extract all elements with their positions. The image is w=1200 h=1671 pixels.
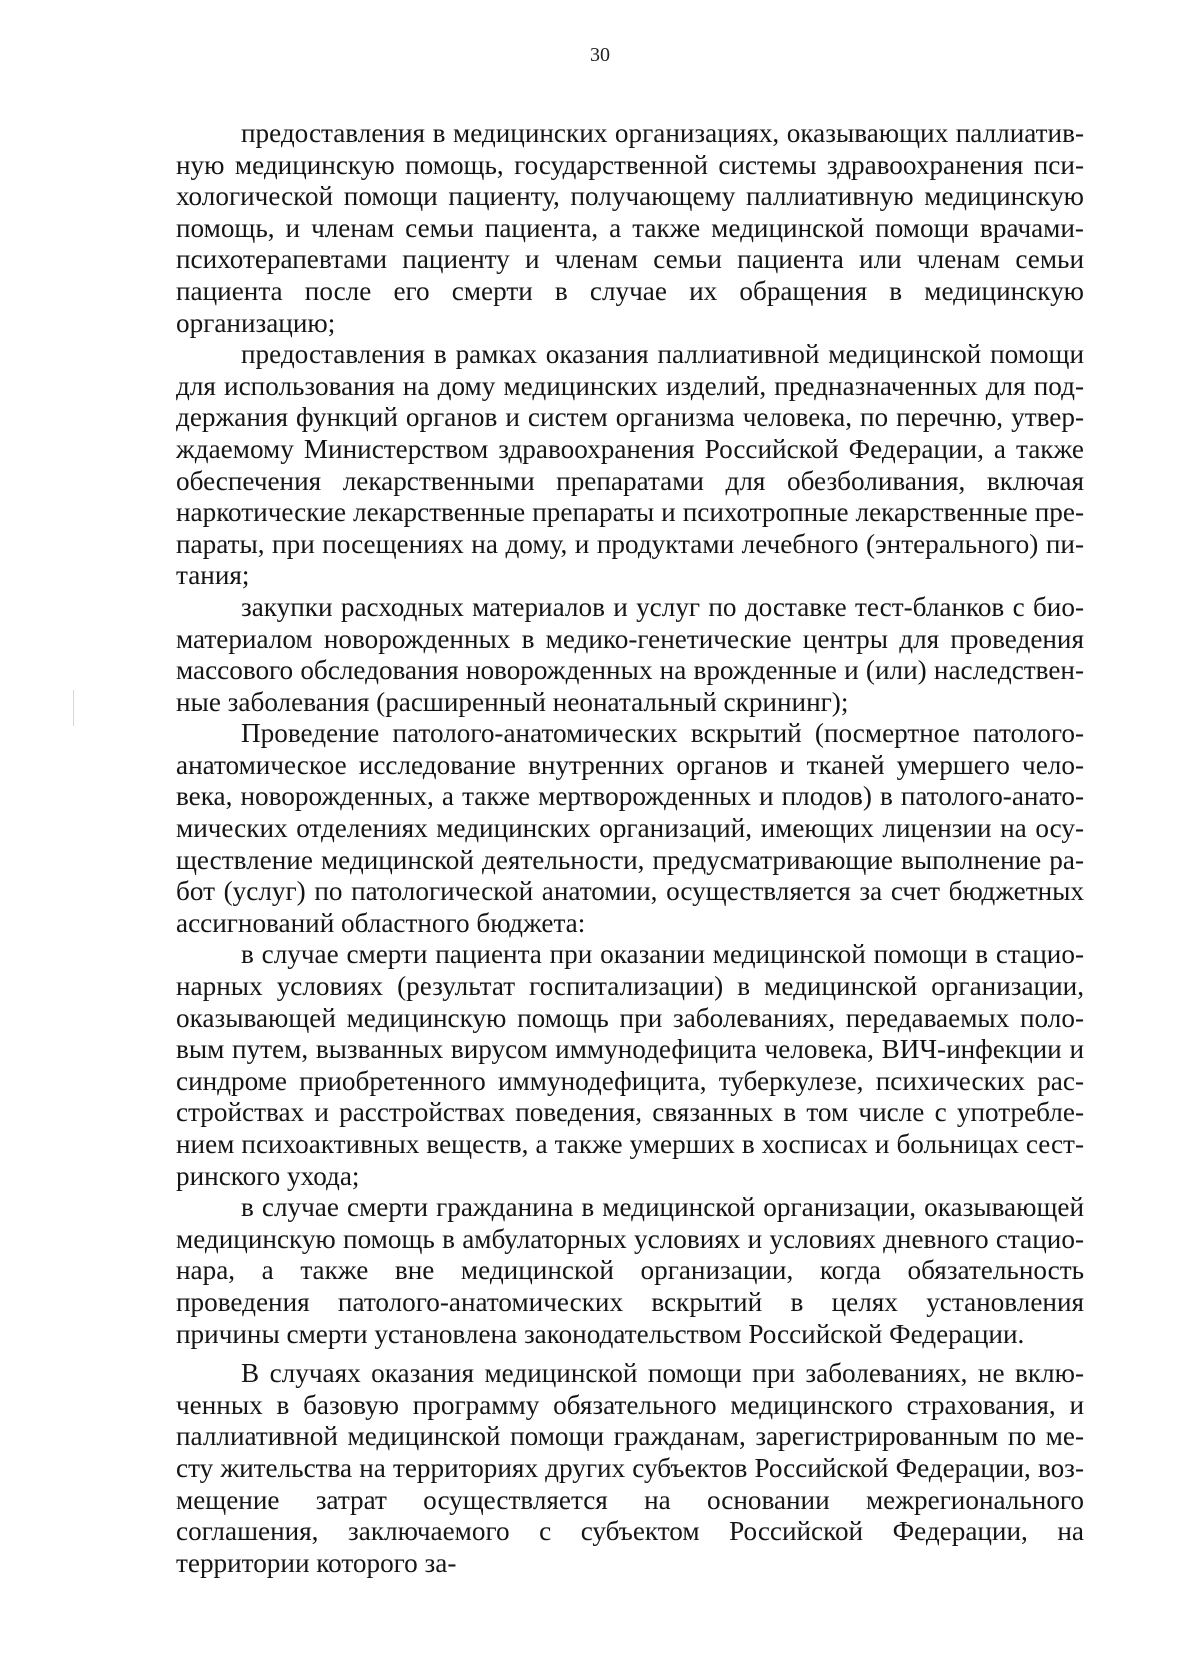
- paragraph-interregional-reimbursement: В случаях оказания медицинской помощи при заболеваниях, не включенных в базовую программу обязательного медицинского страхования, и паллиативной медицинской помощи гражданам, зарегистрированным по месту жительства на территориях других субъектов Российской Федерации, возмещение затрат осуществляется на основании межрегионального соглашения, заключаемого с субъектом Российской Федерации, на территории которого за-: [176, 1358, 1084, 1578]
- page-number: 30: [590, 44, 610, 66]
- paragraph-psychological-help: предоставления в медицинских организациях, оказывающих паллиативную медицинскую помощь, государственной системы здравоохранения психологической помощи пациенту, получающему паллиативную медицинскую помощь, и членам семьи пациента, а также медицинской помощи врачами-психотерапевтами пациенту и членам семьи пациента или членам семьи пациента после его смерти в случае их обращения в медицинскую организацию;: [176, 118, 1084, 338]
- document-body: [176, 118, 1084, 1579]
- paragraph-autopsies: Проведение патолого-анатомических вскрытий (посмертное патолого-анатомическое исследование внутренних органов и тканей умершего человека, новорожденных, а также мертворожденных и плодов) в патолого-анатомических отделениях медицинских организаций, имеющих лицензии на осуществление медицинской деятельности, предусматривающие выполнение работ (услуг) по патологической анатомии, осуществляется за счет бюджетных ассигнований областного бюджета:: [176, 718, 1084, 938]
- paragraph-outpatient-death: в случае смерти гражданина в медицинской организации, оказывающей медицинскую помощь в амбулаторных условиях и условиях дневного стационара, а также вне медицинской организации, когда обязательность проведения патолого-анатомических вскрытий в целях установления причины смерти установлена законодательством Российской Федерации.: [176, 1192, 1084, 1349]
- paragraph-inpatient-death: в случае смерти пациента при оказании медицинской помощи в стационарных условиях (результат госпитализации) в медицинской организации, оказывающей медицинскую помощь при заболеваниях, передаваемых половым путем, вызванных вирусом иммунодефицита человека, ВИЧ-инфекции и синдроме приобретенного иммунодефицита, туберкулезе, психических расстройствах и расстройствах поведения, связанных в том числе с употреблением психоактивных веществ, а также умерших в хосписах и больницах сестринского ухода;: [176, 939, 1084, 1191]
- paragraph-medical-devices: предоставления в рамках оказания паллиативной медицинской помощи для использования на дому медицинских изделий, предназначенных для поддержания функций органов и систем организма человека, по перечню, утверждаемому Министерством здравоохранения Российской Федерации, а также обеспечения лекарственными препаратами для обезболивания, включая наркотические лекарственные препараты и психотропные лекарственные препараты, при посещениях на дому, и продуктами лечебного (энтерального) питания;: [176, 339, 1084, 591]
- paragraph-neonatal-screening: закупки расходных материалов и услуг по доставке тест-бланков с биоматериалом новорожденных в медико-генетические центры для проведения массового обследования новорожденных на врожденные и (или) наследственные заболевания (расширенный неонатальный скрининг);: [176, 591, 1084, 717]
- scan-artifact-line: [73, 690, 74, 726]
